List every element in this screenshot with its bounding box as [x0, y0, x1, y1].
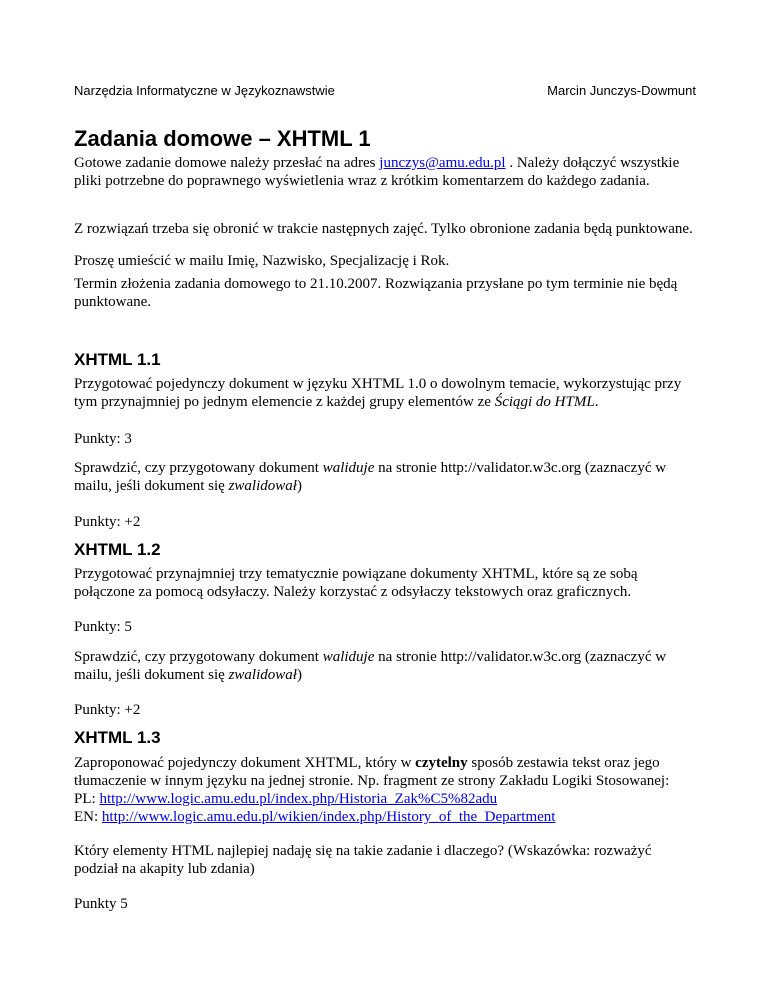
s11-validate-paragraph: Sprawdzić, czy przygotowany dokument waliduje na stronie http://validator.w3c.org (zaznaczyć w mailu, jeśli dokument się zwalidował) — [74, 460, 667, 494]
header-author: Marcin Junczys-Dowmunt — [547, 83, 696, 98]
s13-points: Punkty 5 — [74, 896, 128, 912]
s12-validate-paragraph: Sprawdzić, czy przygotowany dokument waliduje na stronie http://validator.w3c.org (zaznaczyć w mailu, jeśli dokument się zwalidował) — [74, 649, 667, 683]
en-history-link[interactable]: http://www.logic.amu.edu.pl/wikien/index.php/History_of_the_Department — [101, 809, 556, 825]
intro-paragraph-4: Termin złożenia zadania domowego to 21.10.2007. Rozwiązania przysłane po tym terminie nie będą punktowane. — [74, 276, 678, 310]
page-title: Zadania domowe – XHTML 1 — [74, 126, 371, 151]
section-heading-1-3: XHTML 1.3 — [74, 728, 161, 747]
pl-history-link[interactable]: http://www.logic.amu.edu.pl/index.php/Historia_Zak%C5%82adu — [99, 791, 498, 807]
document-page — [74, 0, 696, 994]
s12-task-paragraph: Przygotować przynajmniej trzy tematycznie powiązane dokumenty XHTML, które są ze sobą połączone za pomocą odsyłaczy. Należy korzystać z odsyłaczy tekstowych oraz graficznych. — [74, 566, 638, 600]
section-heading-1-2: XHTML 1.2 — [74, 540, 161, 559]
s11-points: Punkty: 3 — [74, 431, 132, 447]
s12-points: Punkty: 5 — [74, 619, 132, 635]
s12-points-bonus: Punkty: +2 — [74, 702, 141, 718]
header-course: Narzędzia Informatyczne w Językoznawstwie — [74, 83, 335, 98]
s13-question-paragraph: Który elementy HTML najlepiej nadaję się na takie zadanie i dlaczego? (Wskazówka: rozważyć podział na akapity lub zdania) — [74, 843, 652, 877]
intro-paragraph-3: Proszę umieścić w mailu Imię, Nazwisko, Specjalizację i Rok. — [74, 253, 450, 269]
intro-paragraph-2: Z rozwiązań trzeba się obronić w trakcie następnych zajęć. Tylko obronione zadania będą punktowane. — [74, 221, 693, 237]
section-heading-1-1: XHTML 1.1 — [74, 350, 161, 369]
s11-points-bonus: Punkty: +2 — [74, 514, 141, 530]
s13-task-paragraph: Zaproponować pojedynczy dokument XHTML, który w czytelny sposób zestawia tekst oraz jego tłumaczenie w innym języku na jednej stronie. Np. fragment ze strony Zakładu Logiki Stosowanej: PL: http://www.logic.amu.edu.pl/index.php/Historia_Zak%C5%82adu EN: http://www.logic.amu.edu.pl/wikien/index.php/History_of_the_Department — [74, 755, 670, 825]
page-header — [74, 83, 696, 98]
email-link[interactable]: junczys@amu.edu.pl — [379, 155, 506, 171]
s11-task-paragraph: Przygotować pojedynczy dokument w języku XHTML 1.0 o dowolnym temacie, wykorzystując przy tym przynajmniej po jednym elemencie z każdej grupy elementów ze Ściągi do HTML. — [74, 376, 682, 410]
intro-paragraph-1: Gotowe zadanie domowe należy przesłać na adres junczys@amu.edu.pl . Należy dołączyć wszystkie pliki potrzebne do poprawnego wyświetlenia wraz z krótkim komentarzem do każdego zadania. — [74, 155, 680, 189]
